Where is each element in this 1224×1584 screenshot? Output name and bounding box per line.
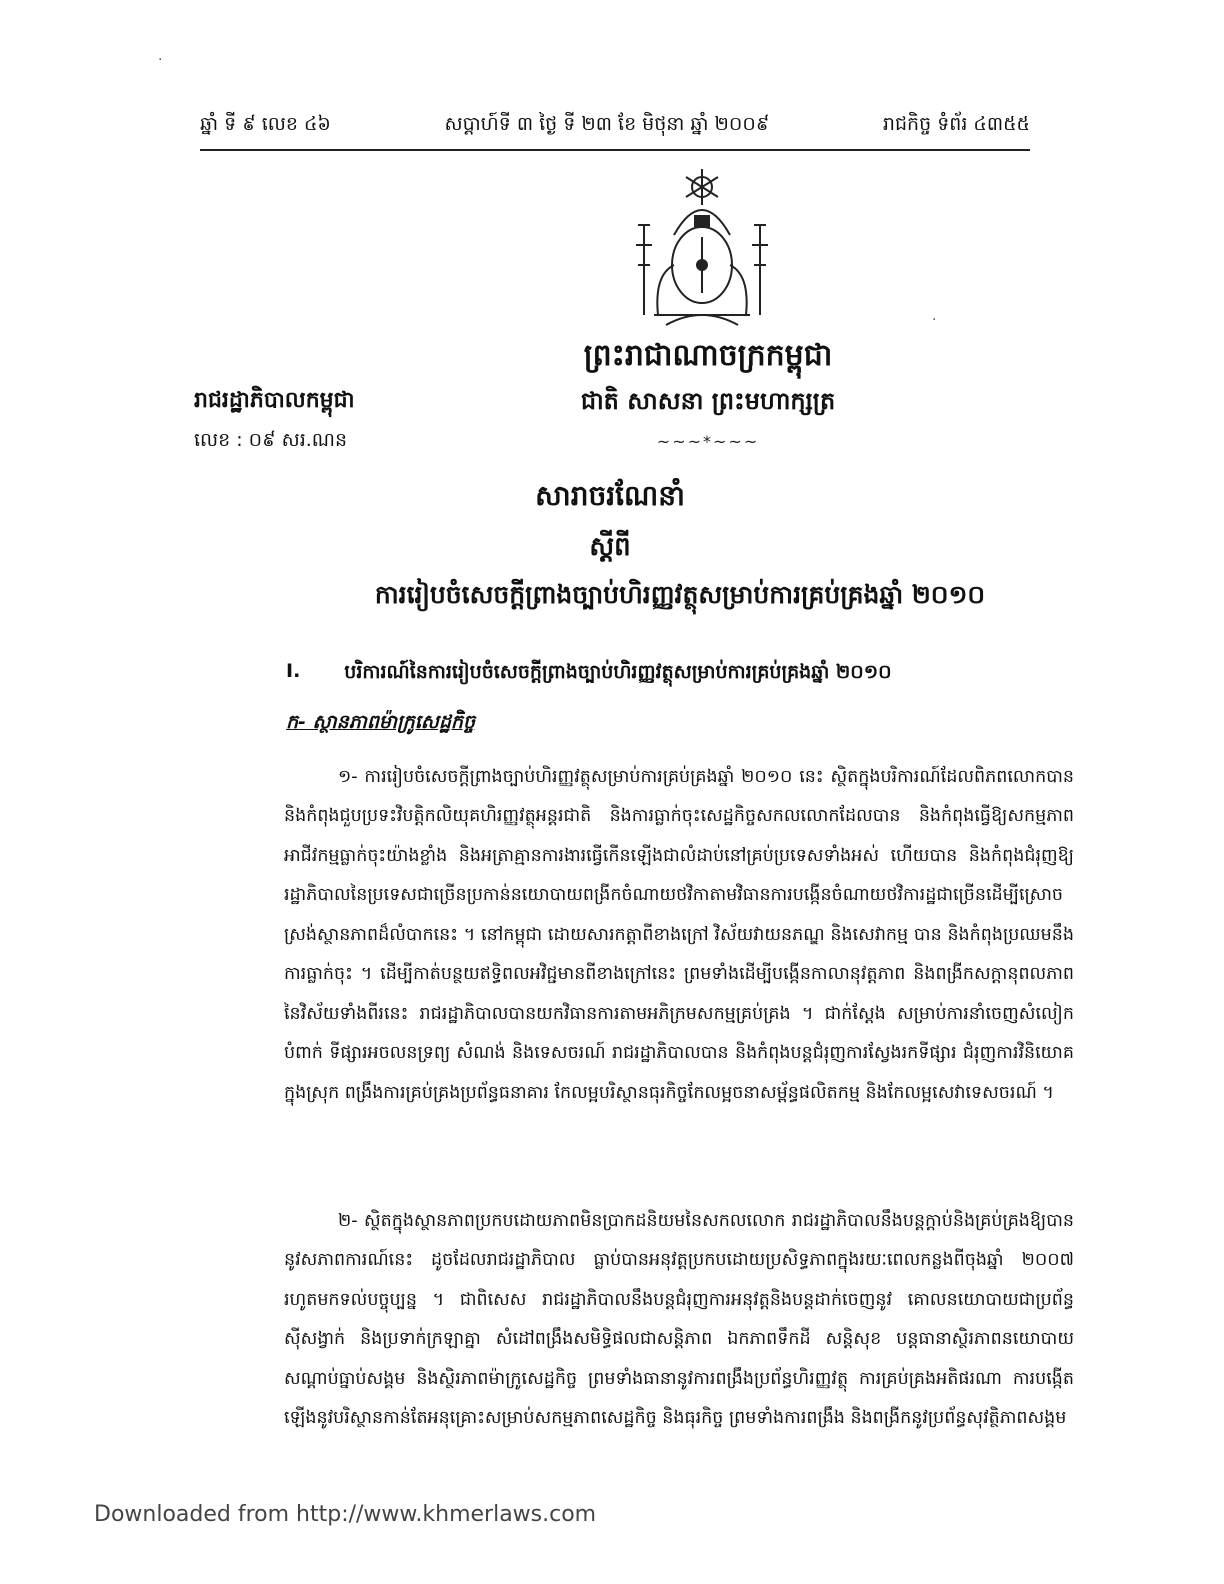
subject-keyword: ស្តីពី bbox=[589, 532, 631, 562]
issuer-name: រាជរដ្ឋាភិបាលកម្ពុជា bbox=[194, 387, 355, 413]
subsection-heading bbox=[286, 710, 686, 738]
reference-number: លេខ : ០៩ សរ.ណន bbox=[194, 429, 348, 451]
section-numeral: I. bbox=[286, 660, 301, 682]
national-motto: ជាតិ សាសនា ព្រះមហាក្សត្រ bbox=[580, 386, 836, 415]
issue-date: សប្តាហ៍ទី ៣ ថ្ងៃ ទី ២៣ ខែ មិថុនា ឆ្នាំ ២០០៩ bbox=[444, 113, 770, 135]
gazette-header bbox=[200, 112, 1030, 140]
header-divider bbox=[200, 149, 1030, 151]
download-source-note: Downloaded from http://www.khmerlaws.com bbox=[94, 1502, 597, 1527]
document-type: សារាចរណែនាំ bbox=[535, 479, 685, 512]
section-heading-text: បរិការណ៍នៃការរៀបចំសេចក្តីព្រាងច្បាប់ហិរញ្ញវត្ថុសម្រាប់ការគ្រប់គ្រងឆ្នាំ ២០១០ bbox=[344, 661, 892, 683]
stray-mark: · bbox=[158, 52, 163, 68]
gazette-page-number: រាជកិច្ច ទំព័រ ៤៣៥៥ bbox=[882, 113, 1030, 135]
section-heading bbox=[286, 660, 1046, 688]
subsection-heading-text: ក- ស្ថានភាពម៉ាក្រូសេដ្ឋកិច្ច bbox=[286, 711, 476, 733]
document-title: ការរៀបចំសេចក្តីព្រាងច្បាប់ហិរញ្ញវត្ថុសម្រាប់ការគ្រប់គ្រងឆ្នាំ ២០១០ bbox=[374, 580, 986, 609]
paragraph-1: ១- ការរៀបចំសេចក្តីព្រាងច្បាប់ហិរញ្ញវត្ថុសម្រាប់ការគ្រប់គ្រងឆ្នាំ ២០១០ នេះ ស្ថិតក្នុងបរិការណ៍ដែលពិភពលោកបាន និងកំពុងជួបប្រទះវិបត្តិកលិយុគហិរញ្ញវត្ថុអន្តរជាតិ និងការធ្លាក់ចុះសេដ្ឋកិច្ចសកលលោកដែលបាន និងកំពុងធ្វើឱ្យសកម្មភាពអាជីវកម្មធ្លាក់ចុះយ៉ាងខ្លាំង និងអត្រាគ្មានការងារធ្វើកើនឡើងជាលំដាប់នៅគ្រប់ប្រទេសទាំងអស់ ហើយបាន និងកំពុងជំរុញឱ្យរដ្ឋាភិបាលនៃប្រទេសជាច្រើនប្រកាន់នយោបាយពង្រីកចំណាយថវិកាតាមវិធានការបង្កើនចំណាយថវិការដ្ឋជាច្រើនដើម្បីស្រោចស្រង់ស្ថានភាពដ៏លំបាកនេះ ។ នៅកម្ពុជា ដោយសារកត្តាពីខាងក្រៅ វិស័យវាយនភណ្ឌ និងសេវាកម្ម បាន និងកំពុងប្រឈមនឹងការធ្លាក់ចុះ ។ ដើម្បីកាត់បន្ថយឥទ្ធិពលអវិជ្ជមានពីខាងក្រៅនេះ ព្រមទាំងដើម្បីបង្កើនកាលានុវត្តភាព និងពង្រីកសក្តានុពលភាពនៃវិស័យទាំងពីរនេះ រាជរដ្ឋាភិបាលបានយកវិធានការតាមអភិក្រមសកម្មគ្រប់គ្រង ។ ជាក់ស្តែង សម្រាប់ការនាំចេញសំលៀកបំពាក់ ទីផ្សារអចលនទ្រព្យ សំណង់ និងទេសចរណ៍ រាជរដ្ឋាភិបាលបាន និងកំពុងបន្តជំរុញការស្វែងរកទីផ្សារ ជំរុញការវិនិយោគក្នុងស្រុក ពង្រឹងការគ្រប់គ្រងប្រព័ន្ធធនាគារ កែលម្អបរិស្ថានធុរកិច្ចកែលម្អចនាសម្ព័ន្ធផលិតកម្ម និងកែលម្អសេវាទេសចរណ៍ ។ bbox=[284, 766, 1074, 1103]
stray-mark: · bbox=[932, 312, 937, 328]
ornament-divider: ~~~*~~~ bbox=[656, 432, 760, 451]
royal-coat-of-arms-icon bbox=[614, 165, 790, 333]
year-issue: ឆ្នាំ ទី ៩ លេខ ៤៦ bbox=[200, 113, 331, 135]
kingdom-title: ព្រះរាជាណាចក្រកម្ពុជា bbox=[583, 338, 833, 373]
paragraph-2: ២- ស្ថិតក្នុងស្ថានភាពប្រកបដោយភាពមិនប្រាកដនិយមនៃសកលលោក រាជរដ្ឋាភិបាលនឹងបន្តក្តាប់និងគ្រប់គ្រងឱ្យបាននូវសភាពការណ៍នេះ ដូចដែលរាជរដ្ឋាភិបាល ធ្លាប់បានអនុវត្តប្រកបដោយប្រសិទ្ធភាពក្នុងរយៈពេលកន្លងពីចុងឆ្នាំ ២០០៧ រហូតមកទល់បច្ចុប្បន្ន ។ ជាពិសេស រាជរដ្ឋាភិបាលនឹងបន្តជំរុញការអនុវត្តនិងបន្តដាក់ចេញនូវ គោលនយោបាយជាប្រព័ន្ធ ស៊ីសង្វាក់ និងប្រទាក់ក្រឡាគ្នា សំដៅពង្រឹងសមិទ្ធិផលជាសន្តិភាព ឯកភាពទឹកដី សន្តិសុខ បន្តធានាស្ថិរភាពនយោបាយ សណ្តាប់ធ្នាប់សង្គម និងស្ថិរភាពម៉ាក្រូសេដ្ឋកិច្ច ព្រមទាំងធានានូវការពង្រឹងប្រព័ន្ធហិរញ្ញវត្ថុ ការគ្រប់គ្រងអតិផរណា ការបង្កើតឡើងនូវបរិស្ថានកាន់តែអនុគ្រោះសម្រាប់សកម្មភាពសេដ្ឋកិច្ច និងធុរកិច្ច ព្រមទាំងការពង្រឹង និងពង្រីកនូវប្រព័ន្ធសុវត្ថិភាពសង្គម bbox=[284, 1210, 1074, 1428]
